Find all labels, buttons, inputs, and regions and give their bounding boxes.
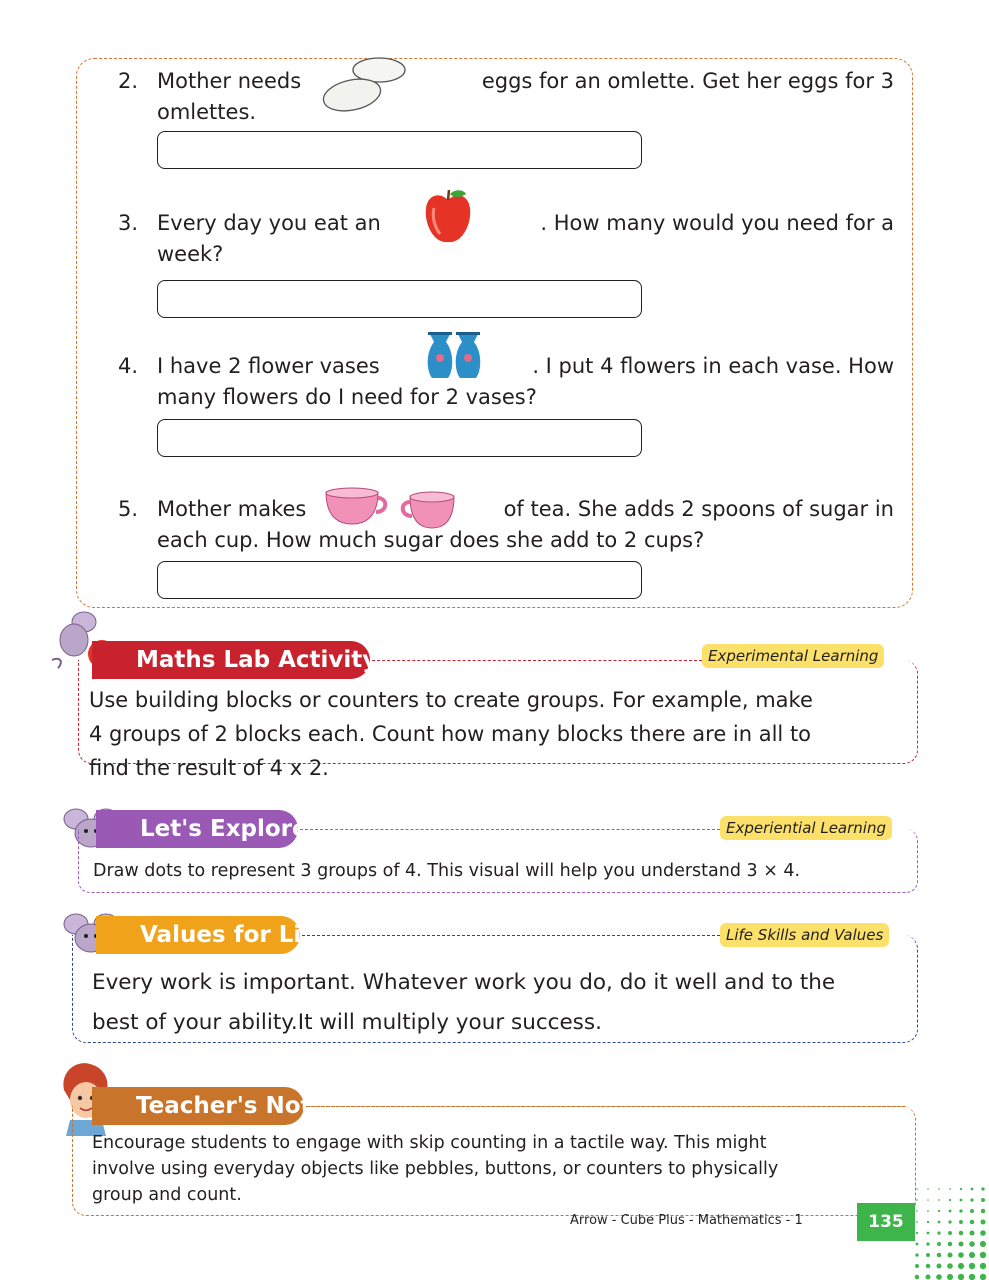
section-title: Maths Lab Activity — [92, 641, 370, 679]
decorative-dot — [938, 1199, 940, 1201]
apple-icon — [422, 188, 474, 248]
decorative-dot — [981, 1198, 985, 1202]
teacher-line: Encourage students to engage with skip counting in a tactile way. This might — [92, 1133, 767, 1153]
section-tag: Experiential Learning — [720, 816, 892, 840]
decorative-dot — [980, 1252, 986, 1258]
values-line: best of your ability.It will multiply your success. — [92, 1010, 602, 1035]
decorative-dot — [947, 1252, 952, 1257]
decorative-dot — [937, 1231, 940, 1234]
question-text-line1b: . How many would you need for a — [540, 211, 894, 235]
question-text-line1a: I have 2 flower vases — [157, 354, 380, 378]
decorative-dot — [948, 1231, 952, 1235]
section-title: Values for Life — [96, 916, 300, 954]
maths-lab-line: Use building blocks or counters to create groups. For example, make — [89, 688, 813, 712]
divider — [306, 1106, 906, 1107]
values-line: Every work is important. Whatever work you do, do it well and to the — [92, 970, 836, 995]
answer-box[interactable] — [157, 419, 642, 457]
question-text-line1b: eggs for an omlette. Get her eggs for 3 — [481, 69, 894, 93]
answer-box[interactable] — [157, 561, 642, 599]
decorative-dot — [926, 1264, 930, 1268]
question-text-line1a: Mother makes — [157, 497, 307, 521]
decorative-dot — [936, 1263, 941, 1268]
decorative-dot — [927, 1210, 929, 1212]
decorative-dot — [959, 1209, 962, 1212]
question-text-line2: many flowers do I need for 2 vases? — [157, 385, 537, 409]
decorative-dot — [958, 1263, 964, 1269]
decorative-dot — [970, 1198, 973, 1201]
decorative-dot — [927, 1232, 930, 1235]
decorative-dot — [958, 1274, 964, 1280]
decorative-dot — [980, 1219, 985, 1224]
decorative-dot — [969, 1252, 975, 1258]
question-text-line1a: Mother needs — [157, 69, 302, 93]
decorative-dot — [938, 1210, 940, 1212]
section-tag: Experimental Learning — [702, 644, 884, 668]
decorative-dot — [959, 1231, 963, 1235]
decorative-dot — [938, 1221, 941, 1224]
teacher-line: group and count. — [92, 1185, 242, 1205]
decorative-dot — [971, 1188, 974, 1191]
question-number: 3. — [118, 211, 139, 235]
decorative-dot — [949, 1199, 951, 1201]
vases-icon — [424, 330, 486, 382]
question-text-line2: omlettes. — [157, 100, 257, 124]
decorative-dot — [980, 1263, 986, 1269]
decorative-dot — [915, 1253, 918, 1256]
decorative-dot — [925, 1274, 930, 1279]
decorative-dot — [969, 1274, 975, 1280]
section-title: Teacher's Note — [92, 1087, 304, 1125]
maths-lab-line: find the result of 4 x 2. — [89, 756, 329, 780]
decorative-dot — [916, 1232, 918, 1234]
decorative-dot — [926, 1242, 929, 1245]
decorative-dot — [916, 1221, 918, 1223]
answer-box[interactable] — [157, 131, 642, 169]
decorative-dot — [980, 1230, 986, 1236]
section-tag: Life Skills and Values — [720, 923, 889, 947]
explore-text: Draw dots to represent 3 groups of 4. This visual will help you understand 3 × 4. — [93, 861, 801, 881]
decorative-dot — [927, 1199, 929, 1201]
answer-box[interactable] — [157, 280, 642, 318]
page-number: 135 — [857, 1203, 915, 1241]
decorative-dot — [949, 1188, 951, 1190]
question-number: 2. — [118, 69, 139, 93]
decorative-dot — [970, 1209, 974, 1213]
decorative-dot — [936, 1274, 942, 1280]
decorative-dot — [958, 1252, 964, 1258]
dot-pattern-icon — [913, 1185, 989, 1280]
decorative-dot — [927, 1188, 929, 1190]
decorative-dot — [937, 1253, 941, 1257]
decorative-dot — [947, 1263, 953, 1269]
decorative-dot — [969, 1263, 975, 1269]
decorative-dot — [948, 1220, 951, 1223]
eggs-icon — [312, 55, 408, 113]
question-text-line2: each cup. How much sugar does she add to 2 cups? — [157, 528, 705, 552]
decorative-dot — [980, 1241, 986, 1247]
section-title: Let's Explore — [96, 810, 298, 848]
decorative-dot — [937, 1242, 941, 1246]
decorative-dot — [948, 1242, 952, 1246]
teacher-line: involve using everyday objects like pebbles, buttons, or counters to physically — [92, 1159, 779, 1179]
decorative-dot — [916, 1210, 918, 1212]
question-text-line1b: . I put 4 flowers in each vase. How — [532, 354, 894, 378]
decorative-dot — [969, 1230, 974, 1235]
decorative-dot — [947, 1274, 953, 1280]
decorative-dot — [970, 1220, 974, 1224]
book-title: Arrow - Cube Plus - Mathematics - 1 — [570, 1213, 803, 1228]
decorative-dot — [960, 1188, 962, 1190]
decorative-dot — [980, 1274, 986, 1280]
question-text-line1a: Every day you eat an — [157, 211, 381, 235]
decorative-dot — [960, 1199, 963, 1202]
decorative-dot — [915, 1275, 919, 1279]
maths-lab-line: 4 groups of 2 blocks each. Count how many blocks there are in all to — [89, 722, 812, 746]
decorative-dot — [981, 1209, 985, 1213]
decorative-dot — [949, 1210, 952, 1213]
decorative-dot — [927, 1221, 929, 1223]
decorative-dot — [981, 1187, 984, 1190]
decorative-dot — [915, 1264, 919, 1268]
decorative-dot — [926, 1253, 930, 1257]
decorative-dot — [916, 1199, 918, 1201]
decorative-dot — [959, 1220, 963, 1224]
decorative-dot — [916, 1243, 919, 1246]
question-text-line1b: of tea. She adds 2 spoons of sugar in — [503, 497, 894, 521]
question-number: 5. — [118, 497, 139, 521]
decorative-dot — [938, 1188, 940, 1190]
decorative-dot — [916, 1188, 918, 1190]
question-number: 4. — [118, 354, 139, 378]
decorative-dot — [969, 1241, 975, 1247]
decorative-dot — [958, 1241, 963, 1246]
question-text-line2: week? — [157, 242, 224, 266]
